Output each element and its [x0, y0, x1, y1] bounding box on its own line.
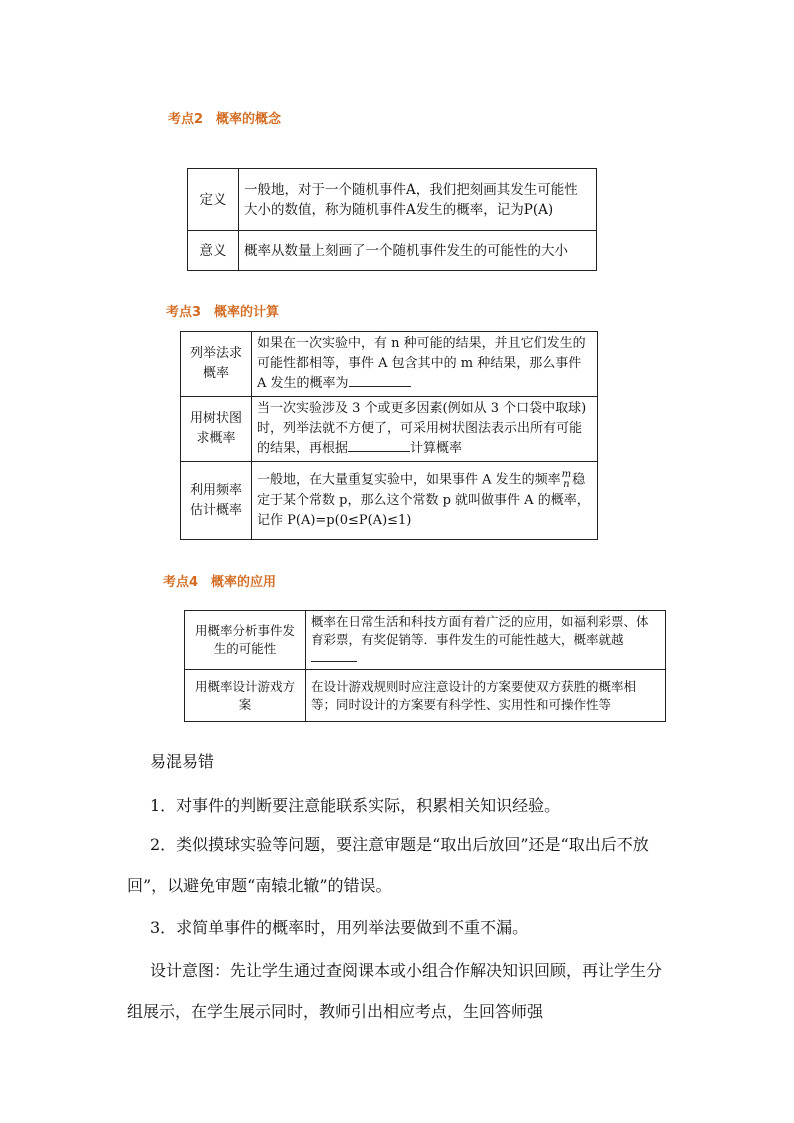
row-content: 在设计游戏规则时应注意设计的方案要使双方获胜的概率相等；同时设计的方案要有科学性、实用性和可操作性等	[306, 670, 666, 722]
row-content: 当一次实验涉及 3 个或更多因素(例如从 3 个口袋中取球)时，列举法就不方便了，可采用树状图法表示出所有可能的结果，再根据 计算概率	[252, 397, 598, 462]
row-content: 一般地，对于一个随机事件A，我们把刻画其发生可能性大小的数值，称为随机事件A发生的概率，记为P(A)	[239, 169, 597, 231]
row-content: 如果在一次实验中，有 n 种可能的结果，并且它们发生的可能性都相等，事件 A 包含其中的 m 种结果，那么事件 A 发生的概率为	[252, 332, 598, 397]
notes-title: 易混易错	[150, 752, 215, 771]
application-table	[184, 610, 666, 722]
row-content: 概率在日常生活和科技方面有着广泛的应用，如福利彩票、体育彩票，有奖促销等．事件发生的可能性越大，概率就越	[306, 611, 666, 670]
row-content: 概率从数量上刻画了一个随机事件发生的可能性的大小	[239, 231, 597, 271]
section3-heading: 考点3 概率的计算	[166, 305, 280, 320]
answer-blank	[311, 649, 357, 662]
table-row	[188, 169, 597, 231]
table-row	[181, 332, 598, 397]
note-item-2: 2．类似摸球实验等问题，要注意审题是“取出后放回”还是“取出后不放回”，以避免审题“南辕北辙”的错误。	[127, 835, 649, 895]
table-row	[185, 670, 666, 722]
row-label: 用概率分析事件发生的可能性	[185, 611, 306, 670]
calculation-table	[180, 331, 598, 540]
design-intent: 设计意图：先让学生通过查阅课本或小组合作解决知识回顾，再让学生分组展示，在学生展示同时，教师引出相应考点，生回答师强	[127, 961, 663, 1021]
row-content: 一般地，在大量重复实验中，如果事件 A 发生的频率 m n 稳定于某个常数 p，那么这个常数 p 就叫做事件 A 的概率，记作 P(A)=p(0≤P(A)≤1)	[252, 462, 598, 540]
row-label: 列举法求概率	[181, 332, 252, 397]
frequency-fraction: m n	[561, 469, 572, 491]
row-label: 用树状图求概率	[181, 397, 252, 462]
row-label: 用概率设计游戏方案	[185, 670, 306, 722]
row-label: 利用频率估计概率	[181, 462, 252, 540]
table-row	[188, 231, 597, 271]
section4-heading: 考点4 概率的应用	[163, 575, 277, 590]
table-row	[181, 397, 598, 462]
row-label: 意义	[188, 231, 239, 271]
row-label: 定义	[188, 169, 239, 231]
answer-blank	[348, 439, 410, 452]
section2-heading: 考点2 概率的概念	[168, 112, 282, 127]
table-row	[185, 611, 666, 670]
note-item-1: 1．对事件的判断要注意能联系实际，积累相关知识经验。	[150, 796, 561, 815]
note-item-3: 3．求简单事件的概率时，用列举法要做到不重不漏。	[150, 918, 529, 937]
table-row	[181, 462, 598, 540]
concept-table	[187, 168, 597, 271]
answer-blank	[349, 374, 411, 387]
